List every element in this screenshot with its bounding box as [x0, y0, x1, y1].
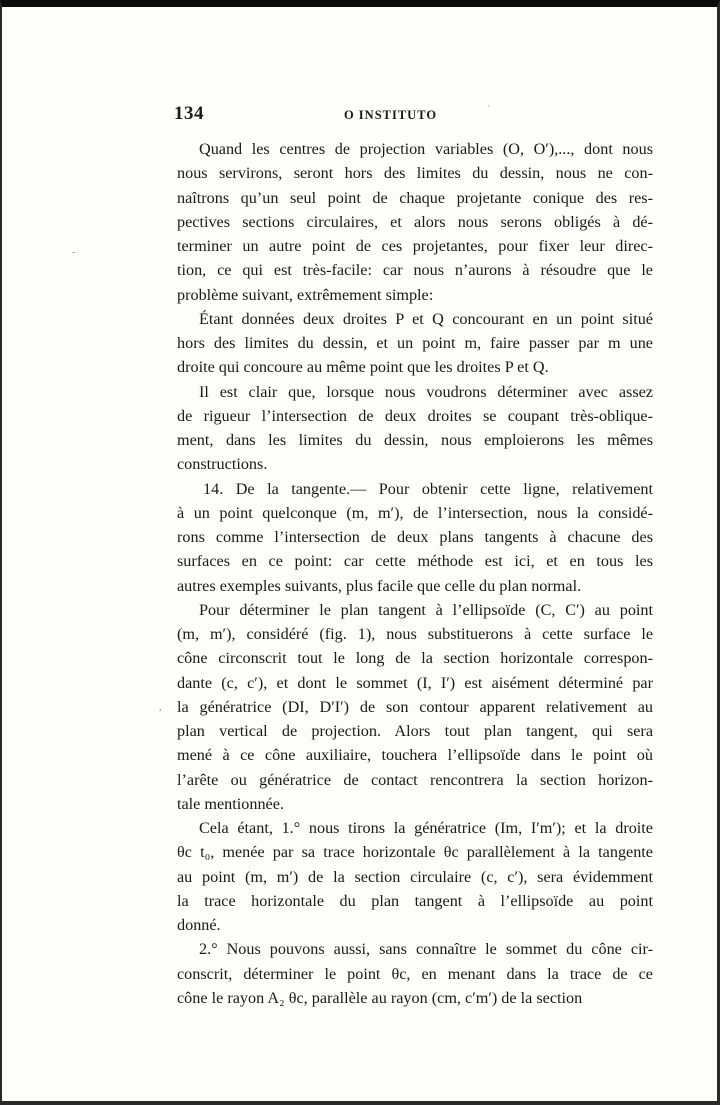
text-line: surfaces en ce point: car cette méthode est ici, et en tous les	[177, 552, 653, 571]
text-line: terminer un autre point de ces projetantes, pour fixer leur direc-	[177, 237, 653, 255]
text-line: naîtrons qu’un seul point de chaque projetante conique des res-	[177, 188, 653, 207]
page-number: 134	[174, 103, 204, 124]
text-line: Cela étant, 1.° nous tirons la génératrice (Im, I′m′); et la droite	[199, 819, 653, 837]
text-line: donné.	[177, 916, 221, 934]
margin-mark: -	[72, 247, 76, 258]
text-line: la génératrice (DI, D′I′) de son contour apparent relativement au	[177, 697, 653, 716]
text-line: à un point quelconque (m, m′), de l’intersection, nous la considé-	[177, 503, 653, 522]
text-line: problème suivant, extrêmement simple:	[177, 285, 434, 304]
text-line: conscrit, déterminer le point θc, en menant dans la trace de ce	[177, 964, 653, 983]
text-line: θc t₀, menée par sa trace horizontale θc parallèlement à la tangente	[177, 843, 653, 862]
text-line: cône le rayon A₂ θc, parallèle au rayon (cm, c′m′) de la section	[177, 988, 583, 1007]
text-line: nous servirons, seront hors des limites du dessin, nous ne con-	[177, 164, 653, 183]
running-head: O INSTITUTO	[343, 108, 438, 122]
text-line: 14. De la tangente.— Pour obtenir cette ligne, relativement	[203, 479, 653, 498]
body-text	[177, 137, 653, 1010]
text-line: droite qui concoure au même point que les droites P et Q.	[177, 358, 549, 377]
text-line: pectives sections circulaires, et alors nous serons obligés à dé-	[177, 212, 653, 231]
text-line: dante (c, c′), et dont le sommet (I, I′) est aisément déterminé par	[177, 673, 653, 692]
text-line: la trace horizontale du plan tangent à l’ellipsoïde au point	[177, 891, 653, 910]
text-line: Il est clair que, lorsque nous voudrons déterminer avec assez	[199, 382, 653, 401]
text-line: Quand les centres de projection variables (O, O′),..., dont nous	[199, 140, 653, 158]
text-line: constructions.	[177, 455, 268, 474]
text-line: tale mentionnée.	[177, 794, 284, 813]
text-line: plan vertical de projection. Alors tout plan tangent, qui sera	[177, 722, 653, 740]
margin-mark: ,	[159, 702, 162, 713]
text-line: cône circonscrit tout le long de la section horizontale correspon-	[177, 649, 653, 668]
text-line: 2.° Nous pouvons aussi, sans connaître le sommet du cône cir-	[199, 940, 653, 959]
text-line: ment, dans les limites du dessin, nous emploierons les mêmes	[177, 431, 653, 449]
text-line: tion, ce qui est très-facile: car nous n’aurons à résoudre que le	[177, 261, 653, 280]
page-header	[174, 103, 647, 125]
text-line: Étant données deux droites P et Q concourant en un point situé	[199, 309, 653, 328]
text-line: l’arête ou génératrice de contact rencontrera la section horizon-	[177, 770, 653, 789]
text-line: hors des limites du dessin, et un point m, faire passer par m une	[177, 334, 653, 352]
speck-mark: ˈ	[487, 104, 491, 115]
text-line: Pour déterminer le plan tangent à l’ellipsoïde (C, C′) au point	[199, 600, 653, 619]
text-line: mené à ce cône auxiliaire, touchera l’ellipsoïde dans le point où	[177, 746, 653, 765]
text-line: rons comme l’intersection de deux plans tangents à chacune des	[177, 528, 653, 546]
text-line: (m, m′), considéré (fig. 1), nous substituerons à cette surface le	[177, 625, 653, 643]
text-line: autres exemples suivants, plus facile que celle du plan normal.	[177, 576, 582, 595]
text-line: de rigueur l’intersection de deux droites se coupant très-oblique-	[177, 406, 653, 425]
text-line: au point (m, m′) de la section circulaire (c, c′), sera évidemment	[177, 867, 653, 886]
